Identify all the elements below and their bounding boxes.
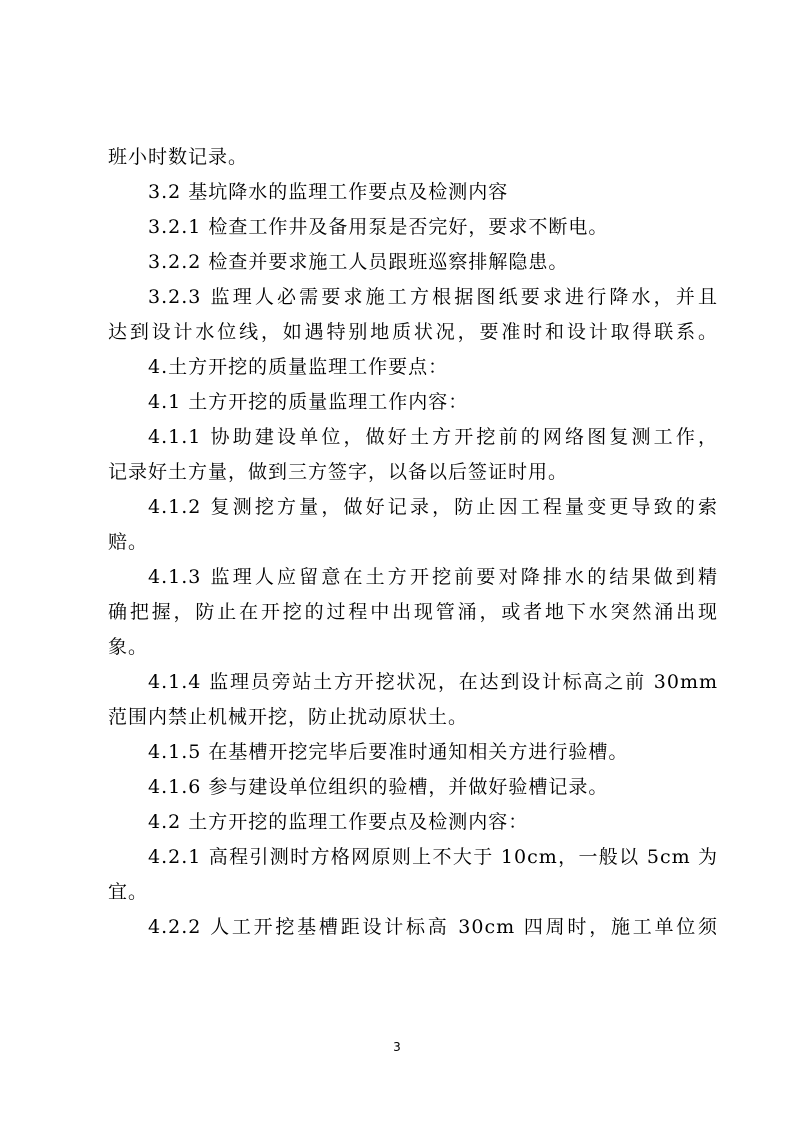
page-number: 3 <box>393 1040 401 1054</box>
text-line: 达到设计水位线，如遇特别地质状况，要准时和设计取得联系。 <box>108 321 718 343</box>
text-line: 班小时数记录。 <box>108 146 249 168</box>
text-line: 象。 <box>108 636 149 658</box>
text-line: 赔。 <box>108 531 149 553</box>
section-heading: 4.2 土方开挖的监理工作要点及检测内容： <box>148 811 529 833</box>
document-body <box>108 140 718 945</box>
section-heading: 4.土方开挖的质量监理工作要点： <box>148 356 449 378</box>
text-line: 3.2.1 检查工作井及备用泵是否完好，要求不断电。 <box>148 216 609 238</box>
text-line: 4.1.1 协助建设单位，做好土方开挖前的网络图复测工作， <box>148 426 718 448</box>
text-line: 范围内禁止机械开挖，防止扰动原状土。 <box>108 706 469 728</box>
text-line: 记录好土方量，做到三方签字，以备以后签证时用。 <box>108 461 569 483</box>
text-line: 3.2.2 检查并要求施工人员跟班巡察排解隐患。 <box>148 251 569 273</box>
text-line: 确把握，防止在开挖的过程中出现管涌，或者地下水突然涌出现 <box>108 601 718 623</box>
text-line: 4.1.4 监理员旁站土方开挖状况，在达到设计标高之前 30mm <box>148 671 718 693</box>
section-heading: 3.2 基坑降水的监理工作要点及检测内容 <box>148 181 509 203</box>
text-line: 4.1.6 参与建设单位组织的验槽，并做好验槽记录。 <box>148 776 609 798</box>
text-line: 4.1.3 监理人应留意在土方开挖前要对降排水的结果做到精 <box>148 566 718 588</box>
text-line: 4.2.1 高程引测时方格网原则上不大于 10cm，一般以 5cm 为 <box>148 846 718 868</box>
text-line: 4.1.2 复测挖方量，做好记录，防止因工程量变更导致的索 <box>148 496 718 518</box>
text-line: 宜。 <box>108 881 149 903</box>
text-line: 4.1.5 在基槽开挖完毕后要准时通知相关方进行验槽。 <box>148 741 629 763</box>
text-line: 3.2.3 监理人必需要求施工方根据图纸要求进行降水，并且 <box>148 286 718 308</box>
section-heading: 4.1 土方开挖的质量监理工作内容： <box>148 391 469 413</box>
text-line: 4.2.2 人工开挖基槽距设计标高 30cm 四周时，施工单位须 <box>148 916 718 938</box>
